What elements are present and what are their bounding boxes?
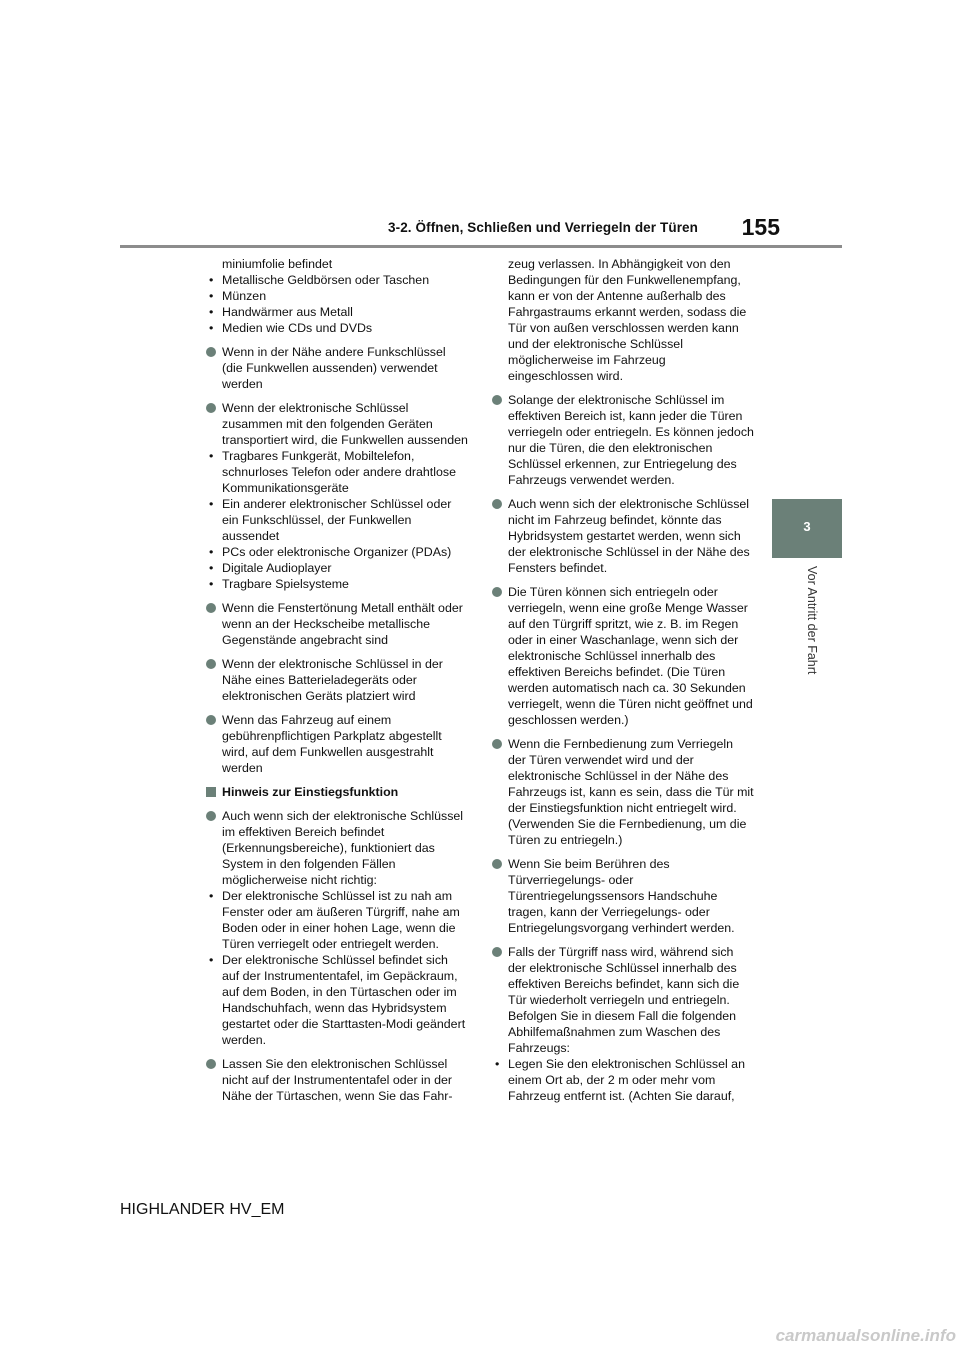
sub-list xyxy=(206,448,468,592)
square-bullet-icon xyxy=(206,787,216,797)
bullet-paragraph: Wenn die Fenstertönung Metall enthält oder wenn an der Heckscheibe metallische Gegenstände angebracht sind xyxy=(206,600,468,648)
sub-list xyxy=(492,1056,754,1104)
list-item: • Der elektronische Schlüssel befindet sich auf der Instrumententafel, im Gepäckraum, auf dem Boden, in den Türtaschen oder im Handschuhfach, wenn das Hybridsystem gestartet oder die Starttasten-Modi geändert werden. xyxy=(209,953,466,1047)
bullet-paragraph: Solange der elektronische Schlüssel im effektiven Bereich ist, kann jeder die Türen verriegeln oder entriegeln. Es können jedoch nur die Türen, die den elektronischen Schlüssel erkennen, zur Entriegelung des Fahrzeugs verwendet werden. xyxy=(492,392,754,488)
bullet-dot-icon xyxy=(206,811,216,821)
list-item: • Digitale Audioplayer xyxy=(209,561,332,575)
page-number: 155 xyxy=(741,214,780,240)
bullet-dot-icon xyxy=(492,499,502,509)
section-heading: Hinweis zur Einstiegsfunktion xyxy=(206,784,468,800)
bullet-dot-icon xyxy=(492,587,502,597)
bullet-paragraph: Falls der Türgriff nass wird, während sich der elektronische Schlüssel innerhalb des effektiven Bereichs befindet, kann sich die Tür wiederholt verriegeln und entriegeln. Befolgen Sie in diesem Fall die folgenden Abhilfemaßnahmen zum Waschen des Fahrzeugs: xyxy=(492,944,754,1056)
sub-list xyxy=(206,888,468,1048)
bullet-dot-icon xyxy=(206,659,216,669)
watermark: carmanualsonline.info xyxy=(775,1326,956,1345)
bullet-dot-icon xyxy=(492,859,502,869)
list-item: • Tragbares Funkgerät, Mobiltelefon, schnurloses Telefon oder andere drahtlose Kommunikationsgeräte xyxy=(209,449,456,495)
bullet-paragraph: Wenn in der Nähe andere Funkschlüssel (die Funkwellen aussenden) verwendet werden xyxy=(206,344,468,392)
list-item: • Ein anderer elektronischer Schlüssel oder ein Funkschlüssel, der Funkwellen aussendet xyxy=(209,497,452,543)
bullet-dot-icon xyxy=(492,947,502,957)
bullet-dot-icon xyxy=(492,395,502,405)
bullet-dot-icon xyxy=(206,603,216,613)
list-item: • Münzen xyxy=(209,289,267,303)
bullet-paragraph: Auch wenn sich der elektronische Schlüssel nicht im Fahrzeug befindet, könnte das Hybridsystem gestartet werden, wenn sich der elektronische Schlüssel in der Nähe des Fensters befindet. xyxy=(492,496,754,576)
bullet-paragraph: Wenn das Fahrzeug auf einem gebührenpflichtigen Parkplatz abgestellt wird, auf dem Funkwellen ausgestrahlt werden xyxy=(206,712,468,776)
bullet-paragraph: Wenn der elektronische Schlüssel zusammen mit den folgenden Geräten transportiert wird, die Funkwellen aussenden xyxy=(206,400,468,448)
bullet-dot-icon xyxy=(206,403,216,413)
list-item: • Der elektronische Schlüssel ist zu nah am Fenster oder am äußeren Türgriff, nahe am Boden oder in einer hohen Lage, wenn die Türen verriegelt oder entriegelt werden. xyxy=(209,889,460,951)
bullet-dot-icon xyxy=(206,1059,216,1069)
bullet-dot-icon xyxy=(492,739,502,749)
right-column xyxy=(492,256,754,1112)
bullet-paragraph: Wenn die Fernbedienung zum Verriegeln der Türen verwendet wird und der elektronische Schlüssel in der Nähe des Fahrzeugs ist, kann es sein, dass die Tür mit der Einstiegsfunktion nicht entriegelt wird. (Verwenden Sie die Fernbedienung, um die Türen zu entriegeln.) xyxy=(492,736,754,848)
list-item: • Handwärmer aus Metall xyxy=(209,305,353,319)
chapter-number: 3 xyxy=(803,519,811,534)
paragraph-continuation: zeug verlassen. In Abhängigkeit von den Bedingungen für den Funkwellenempfang, kann er von der Antenne außerhalb des Fahrgastraums erkannt werden, sodass die Tür von außen verschlossen werden kann und der elektronische Schlüssel möglicherweise im Fahrzeug eingeschlossen wird. xyxy=(508,257,747,383)
bullet-dot-icon xyxy=(206,347,216,357)
bullet-paragraph: Lassen Sie den elektronischen Schlüssel nicht auf der Instrumententafel oder in der Nähe der Türtaschen, wenn Sie das Fahr- xyxy=(206,1056,468,1104)
bullet-paragraph: Auch wenn sich der elektronische Schlüssel im effektiven Bereich befindet (Erkennungsbereiche), funktioniert das System in den folgenden Fällen möglicherweise nicht richtig: xyxy=(206,808,468,888)
chapter-side-title: Vor Antritt der Fahrt xyxy=(805,566,819,675)
header-divider xyxy=(120,245,842,248)
bullet-dot-icon xyxy=(206,715,216,725)
chapter-tab xyxy=(772,499,842,558)
bullet-paragraph: Wenn der elektronische Schlüssel in der Nähe eines Batterieladegeräts oder elektronischen Geräts platziert wird xyxy=(206,656,468,704)
bullet-paragraph: Die Türen können sich entriegeln oder verriegeln, wenn eine große Menge Wasser auf den Türgriff spritzt, wie z. B. im Regen oder in einer Waschanlage, wenn sich der elektronische Schlüssel innerhalb des effektiven Bereichs befindet. (Die Türen werden automatisch nach ca. 30 Sekunden verriegelt, wenn die Türen nicht geöffnet und geschlossen werden.) xyxy=(492,584,754,728)
footer-model-label: HIGHLANDER HV_EM xyxy=(120,1201,285,1218)
list-item: • Medien wie CDs und DVDs xyxy=(209,321,373,335)
sub-list xyxy=(206,272,468,336)
bullet-paragraph: Wenn Sie beim Berühren des Türverriegelungs- oder Türentriegelungssensors Handschuhe tragen, kann der Verriegelungs- oder Entriegelungsvorgang verhindert werden. xyxy=(492,856,754,936)
list-item: • Legen Sie den elektronischen Schlüssel an einem Ort ab, der 2 m oder mehr vom Fahrzeug entfernt ist. (Achten Sie darauf, xyxy=(495,1057,745,1103)
list-item: • PCs oder elektronische Organizer (PDAs) xyxy=(209,545,452,559)
section-header-title: 3-2. Öffnen, Schließen und Verriegeln der Türen xyxy=(387,220,698,235)
list-item: • Metallische Geldbörsen oder Taschen xyxy=(209,273,430,287)
list-item: • Tragbare Spielsysteme xyxy=(209,577,349,591)
paragraph-continuation: miniumfolie befindet xyxy=(222,257,333,271)
left-column xyxy=(206,256,468,1112)
